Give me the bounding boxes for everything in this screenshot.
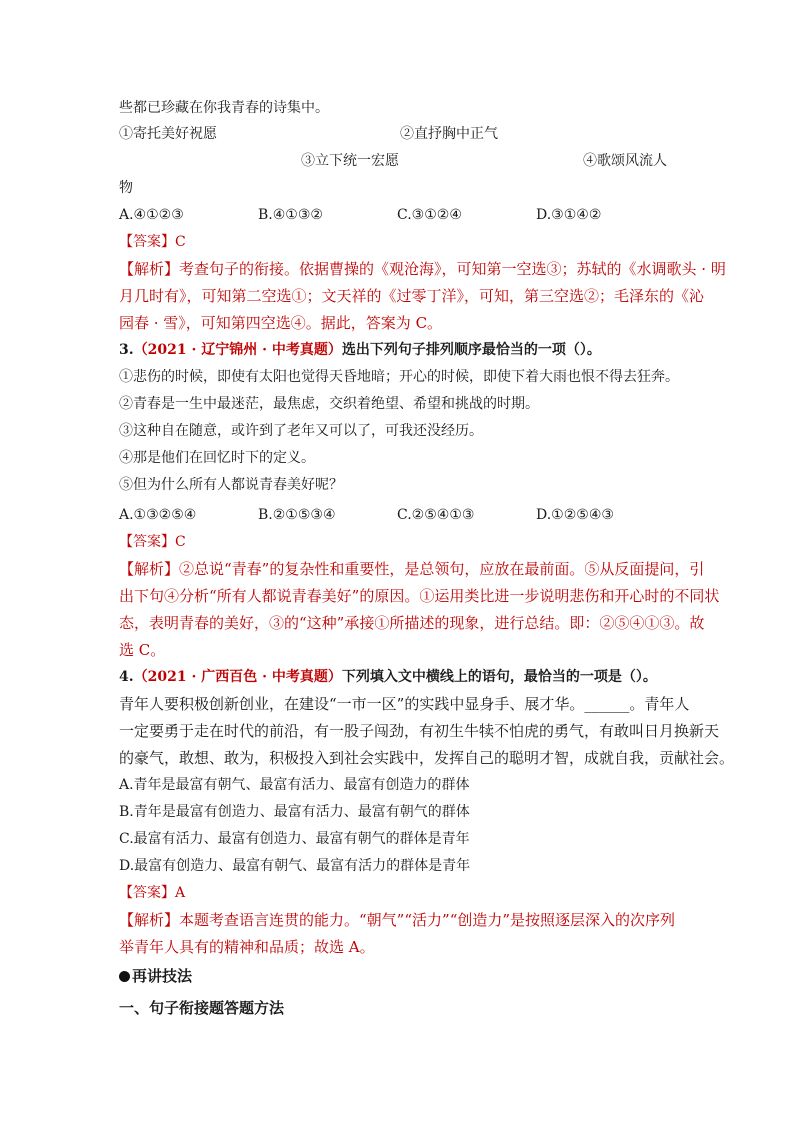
option-3: ③立下统一宏愿 [301,153,399,169]
analysis-tag: 【解析】 [119,260,180,278]
analysis-tag: 【解析】 [119,560,180,578]
choice-b: B.④①③② [258,207,323,223]
section-title-text: 再讲技法 [132,967,193,985]
choice-b: B.②①⑤③④ [258,507,336,523]
sentence: ②青春是一生中最迷茫，最焦虑，交织着绝望、希望和挑战的时期。 [119,396,539,412]
question-source: （2021 · 广西百色 · 中考真题） [133,669,342,685]
choice-d: D.①②⑤④③ [536,507,614,523]
choice-b: B.青年是最富有创造力、最富有活力、最富有朝气的群体 [119,804,470,820]
answer-value: C [175,534,186,550]
answer-tag: 【答案】 [119,885,175,901]
sentence: ⑤但为什么所有人都说青春美好呢？ [119,477,343,493]
analysis-line: 出下句④分析“所有人都说青春美好”的原因。①运用类比进一步说明悲伤和开心时的不同状 [119,587,720,605]
answer-tag: 【答案】 [119,534,175,550]
choice-a: A.④①②③ [119,207,184,223]
analysis-line [119,259,726,279]
sentence: ①悲伤的时候，即使有太阳也觉得天昏地暗；开心的时候，即使下着大雨也恨不得去狂奔。 [119,369,679,385]
answer-value: C [175,234,186,250]
analysis-line: 举青年人具有的精神和品质；故选 A。 [119,938,375,956]
bullet-icon [119,971,130,982]
choice-d: D.最富有创造力、最富有朝气、最富有活力的群体是青年 [119,858,471,874]
answer-line [119,532,186,552]
option-2: ②直抒胸中正气 [400,126,498,142]
answer-line [119,232,186,252]
choice-d: D.③①④② [536,207,602,223]
option-4-continued: 物 [119,180,133,196]
analysis-text: ②总说“青春”的复杂性和重要性，是总领句，应放在最前面。⑤从反面提问，引 [179,560,705,578]
section-title [119,966,192,986]
analysis-line [119,910,675,930]
analysis-tag: 【解析】 [119,911,180,929]
sentence: ④那是他们在回忆时下的定义。 [119,450,315,466]
analysis-line: 园春 · 雪》，可知第四空选④。据此，答案为 C。 [119,314,443,332]
question-source: （2021 · 辽宁锦州 · 中考真题） [133,342,342,358]
answer-value: A [175,885,186,901]
analysis-line: 月几时有》，可知第二空选①；文天祥的《过零丁洋》，可知，第三空选②；毛泽东的《沁 [119,287,705,305]
passage-line: 的豪气，敢想、敢为，积极投入到社会实践中，发挥自己的聪明才智，成就自我，贡献社会。 [119,749,735,767]
passage-line: 青年人要积极创新创业，在建设“一市一区”的实践中显身手、展才华。______。青年人 [119,695,690,713]
section-subtitle: 一、句子衔接题答题方法 [119,999,285,1017]
question-number: 3. [119,342,134,358]
question-number: 4. [119,669,134,685]
choice-c: C.②⑤④①③ [397,507,475,523]
question-stem: 选出下列句子排列顺序最恰当的一项（）。 [341,342,601,358]
question-3-heading [119,340,601,360]
analysis-line [119,559,704,579]
analysis-text: 考查句子的衔接。依据曹操的《观沧海》，可知第一空选③；苏轼的《水调歌头 · 明 [179,260,726,278]
choice-c: C.③①②④ [397,207,462,223]
choice-a: A.①③②⑤④ [119,507,197,523]
passage-line: 一定要勇于走在时代的前沿，有一股子闯劲，有初生牛犊不怕虎的勇气，有敢叫日月换新天 [119,722,720,740]
option-1: ①寄托美好祝愿 [119,126,217,142]
question-4-heading [119,667,657,687]
choice-c: C.最富有活力、最富有创造力、最富有朝气的群体是青年 [119,831,470,847]
option-4: ④歌颂风流人 [583,153,667,169]
question-stem: 下列填入文中横线上的语句，最恰当的一项是（）。 [341,669,657,685]
choice-a: A.青年是最富有朝气、最富有活力、最富有创造力的群体 [119,777,470,793]
answer-tag: 【答案】 [119,234,175,250]
sentence: ③这种自在随意，或许到了老年又可以了，可我还没经历。 [119,423,483,439]
analysis-line: 选 C。 [119,641,166,659]
analysis-text: 本题考查语言连贯的能力。“朝气”“活力”“创造力”是按照逐层深入的次序列 [179,911,676,929]
answer-line [119,883,185,903]
analysis-line: 态，表明青春的美好，③的“这种”承接①所描述的现象，进行总结。即：②⑤④①③。故 [119,614,705,632]
passage-line: 些都已珍藏在你我青春的诗集中。 [119,100,329,116]
